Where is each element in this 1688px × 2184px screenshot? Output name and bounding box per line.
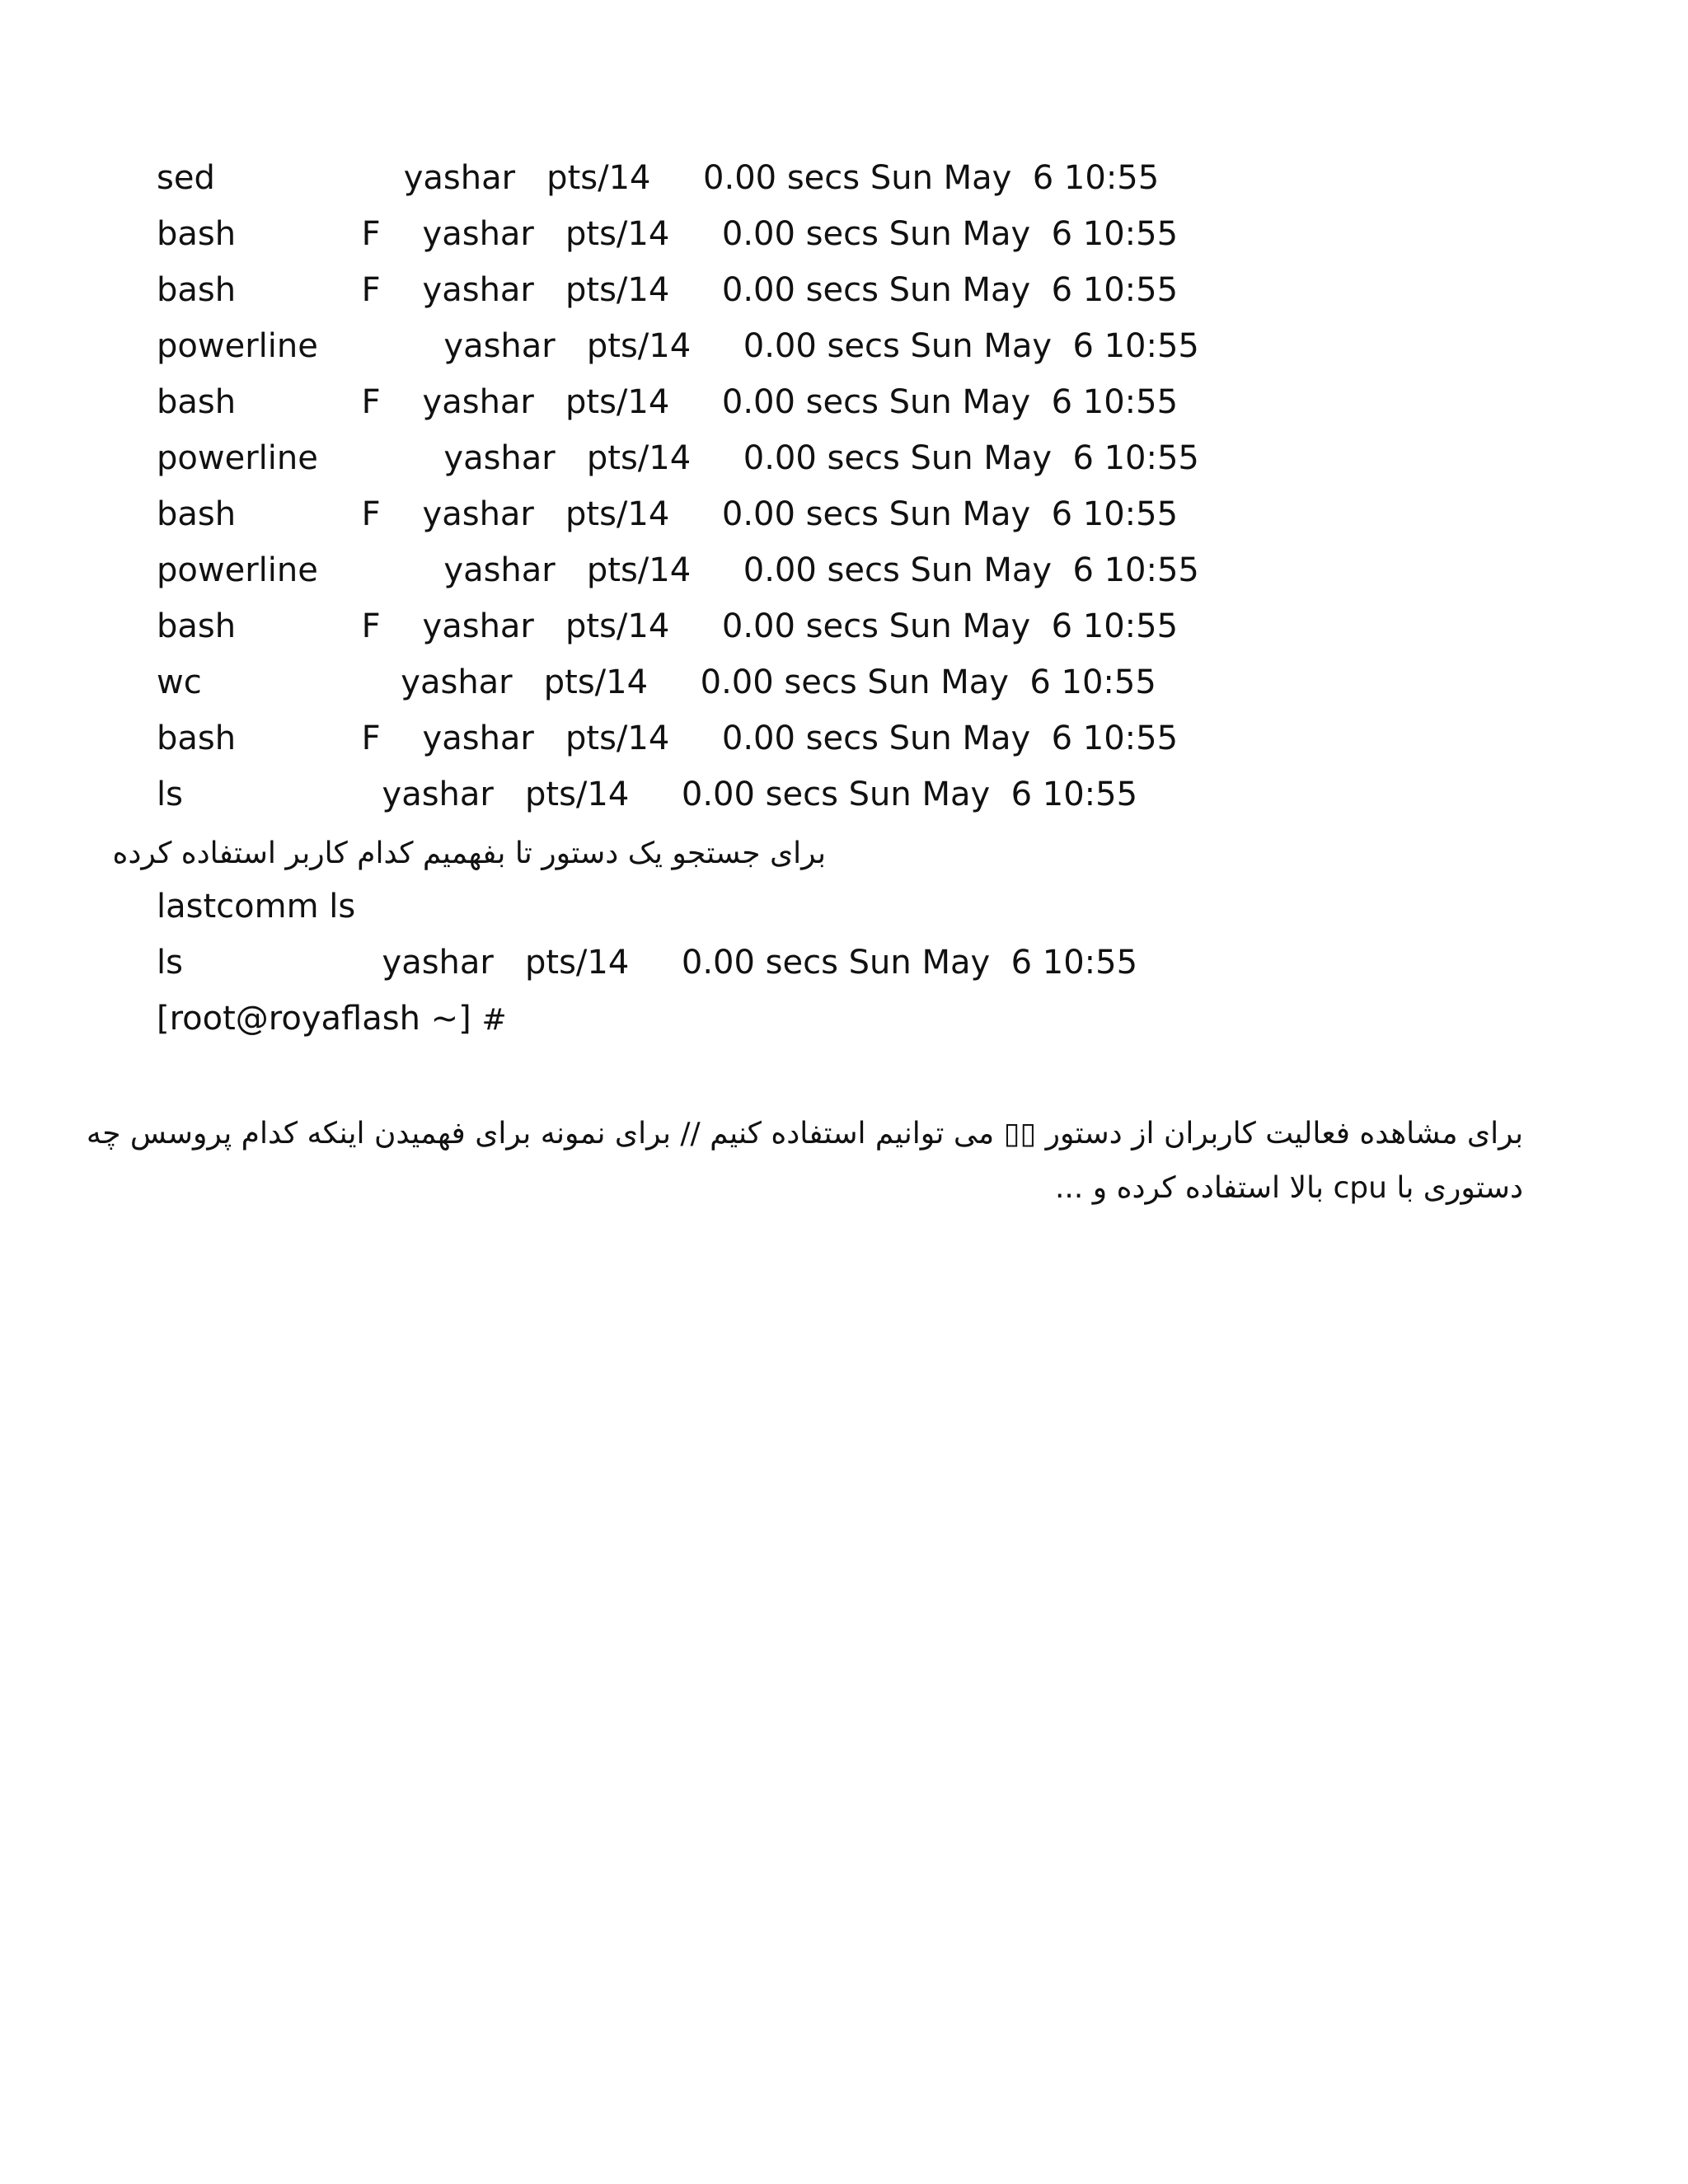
log-line-bash: bash F yashar pts/14 0.00 secs Sun May 6 10:55 [157, 383, 1179, 421]
lastcomm-command: lastcomm ls [157, 888, 356, 926]
log-line-powerline: powerline yashar pts/14 0.00 secs Sun May 6 10:55 [157, 327, 1199, 365]
log-line-powerline: powerline yashar pts/14 0.00 secs Sun May 6 10:55 [157, 551, 1199, 589]
log-line-sed: sed yashar pts/14 0.00 secs Sun May 6 10:55 [157, 159, 1160, 197]
log-line-powerline: powerline yashar pts/14 0.00 secs Sun May 6 10:55 [157, 439, 1199, 477]
command-result-line: ls yashar pts/14 0.00 secs Sun May 6 10:55 [157, 944, 1138, 982]
log-line-bash: bash F yashar pts/14 0.00 secs Sun May 6 10:55 [157, 719, 1179, 757]
log-line-bash: bash F yashar pts/14 0.00 secs Sun May 6 10:55 [157, 215, 1179, 253]
description-line-2: دستوری با cpu بالا استفاده کرده و ... [1054, 1171, 1523, 1205]
shell-prompt [157, 999, 507, 1040]
log-line-bash: bash F yashar pts/14 0.00 secs Sun May 6 10:55 [157, 607, 1179, 645]
log-line-bash: bash F yashar pts/14 0.00 secs Sun May 6 10:55 [157, 495, 1179, 533]
log-line-wc: wc yashar pts/14 0.00 secs Sun May 6 10:55 [157, 663, 1156, 701]
prompt-symbol: # [481, 1003, 507, 1037]
description-line-1: برای مشاهده فعالیت کاربران از دستور ▯▯ می توانیم استفاده کنیم // برای نمونه برای فهمیدن اینکه کدام پروسس چه [86, 1117, 1523, 1151]
prompt-text: [root@royaflash ~] [157, 1000, 471, 1038]
log-line-bash: bash F yashar pts/14 0.00 secs Sun May 6 10:55 [157, 271, 1179, 309]
search-note: برای جستجو یک دستور تا بفهمیم کدام کاربر استفاده کرده [112, 837, 826, 870]
log-line-ls: ls yashar pts/14 0.00 secs Sun May 6 10:55 [157, 776, 1138, 813]
